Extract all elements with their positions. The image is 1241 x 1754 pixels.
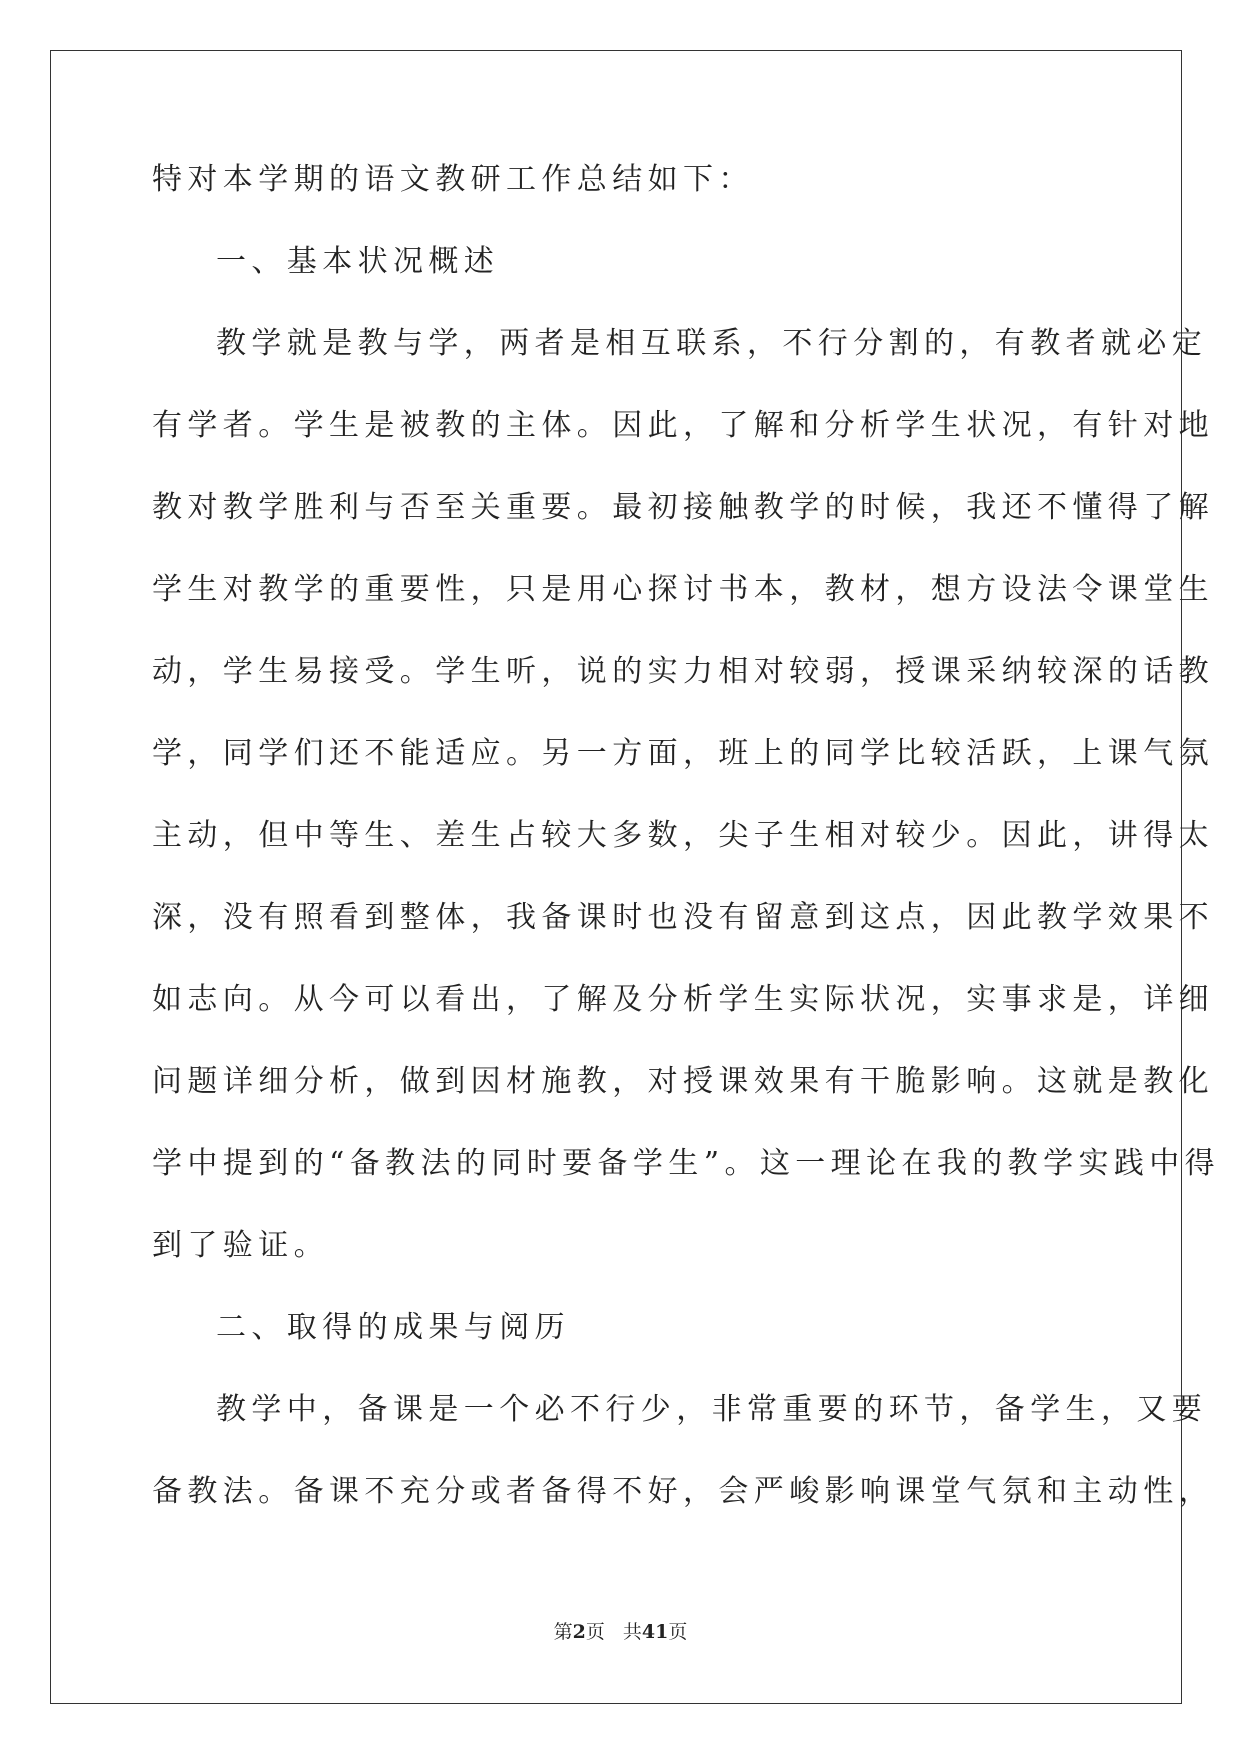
paragraph-line: 动，学生易接受。学生听，说的实力相对较弱，授课采纳较深的话教 (152, 654, 1214, 689)
page-footer (0, 1617, 1241, 1644)
paragraph-line: 到了验证。 (152, 1228, 329, 1263)
paragraph-line: 学中提到的“备教法的同时要备学生”。这一理论在我的教学实践中得 (152, 1146, 1221, 1181)
paragraph-line: 学生对教学的重要性，只是用心探讨书本，教材，想方设法令课堂生 (152, 572, 1214, 607)
paragraph-line: 学，同学们还不能适应。另一方面，班上的同学比较活跃，上课气氛 (152, 736, 1214, 771)
total-page-count: 41 (641, 1621, 669, 1643)
paragraph-line: 教学中，备课是一个必不行少，非常重要的环节，备学生，又要 (216, 1392, 1208, 1427)
document-body (152, 160, 1221, 1554)
paragraph-line: 主动，但中等生、差生占较大多数，尖子生相对较少。因此，讲得太 (152, 818, 1214, 853)
section-heading-2: 二、取得的成果与阅历 (216, 1310, 570, 1345)
paragraph-line: 问题详细分析，做到因材施教，对授课效果有干脆影响。这就是教化 (152, 1064, 1214, 1099)
page-prefix: 第 (553, 1621, 573, 1643)
total-prefix: 共 (622, 1621, 642, 1643)
paragraph-line: 如志向。从今可以看出，了解及分析学生实际状况，实事求是，详细 (152, 982, 1214, 1017)
paragraph-line: 特对本学期的语文教研工作总结如下： (152, 162, 754, 197)
total-unit: 页 (668, 1621, 688, 1643)
paragraph-line: 备教法。备课不充分或者备得不好，会严峻影响课堂气氛和主动性， (152, 1474, 1214, 1509)
paragraph-line: 深，没有照看到整体，我备课时也没有留意到这点，因此教学效果不 (152, 900, 1214, 935)
section-heading-1: 一、基本状况概述 (216, 244, 500, 279)
paragraph-line: 有学者。学生是被教的主体。因此，了解和分析学生状况，有针对地 (152, 408, 1214, 443)
page-unit: 页 (585, 1621, 605, 1643)
paragraph-line: 教学就是教与学，两者是相互联系，不行分割的，有教者就必定 (216, 326, 1208, 361)
paragraph-line: 教对教学胜利与否至关重要。最初接触教学的时候，我还不懂得了解 (152, 490, 1214, 525)
current-page-number: 2 (572, 1621, 586, 1643)
